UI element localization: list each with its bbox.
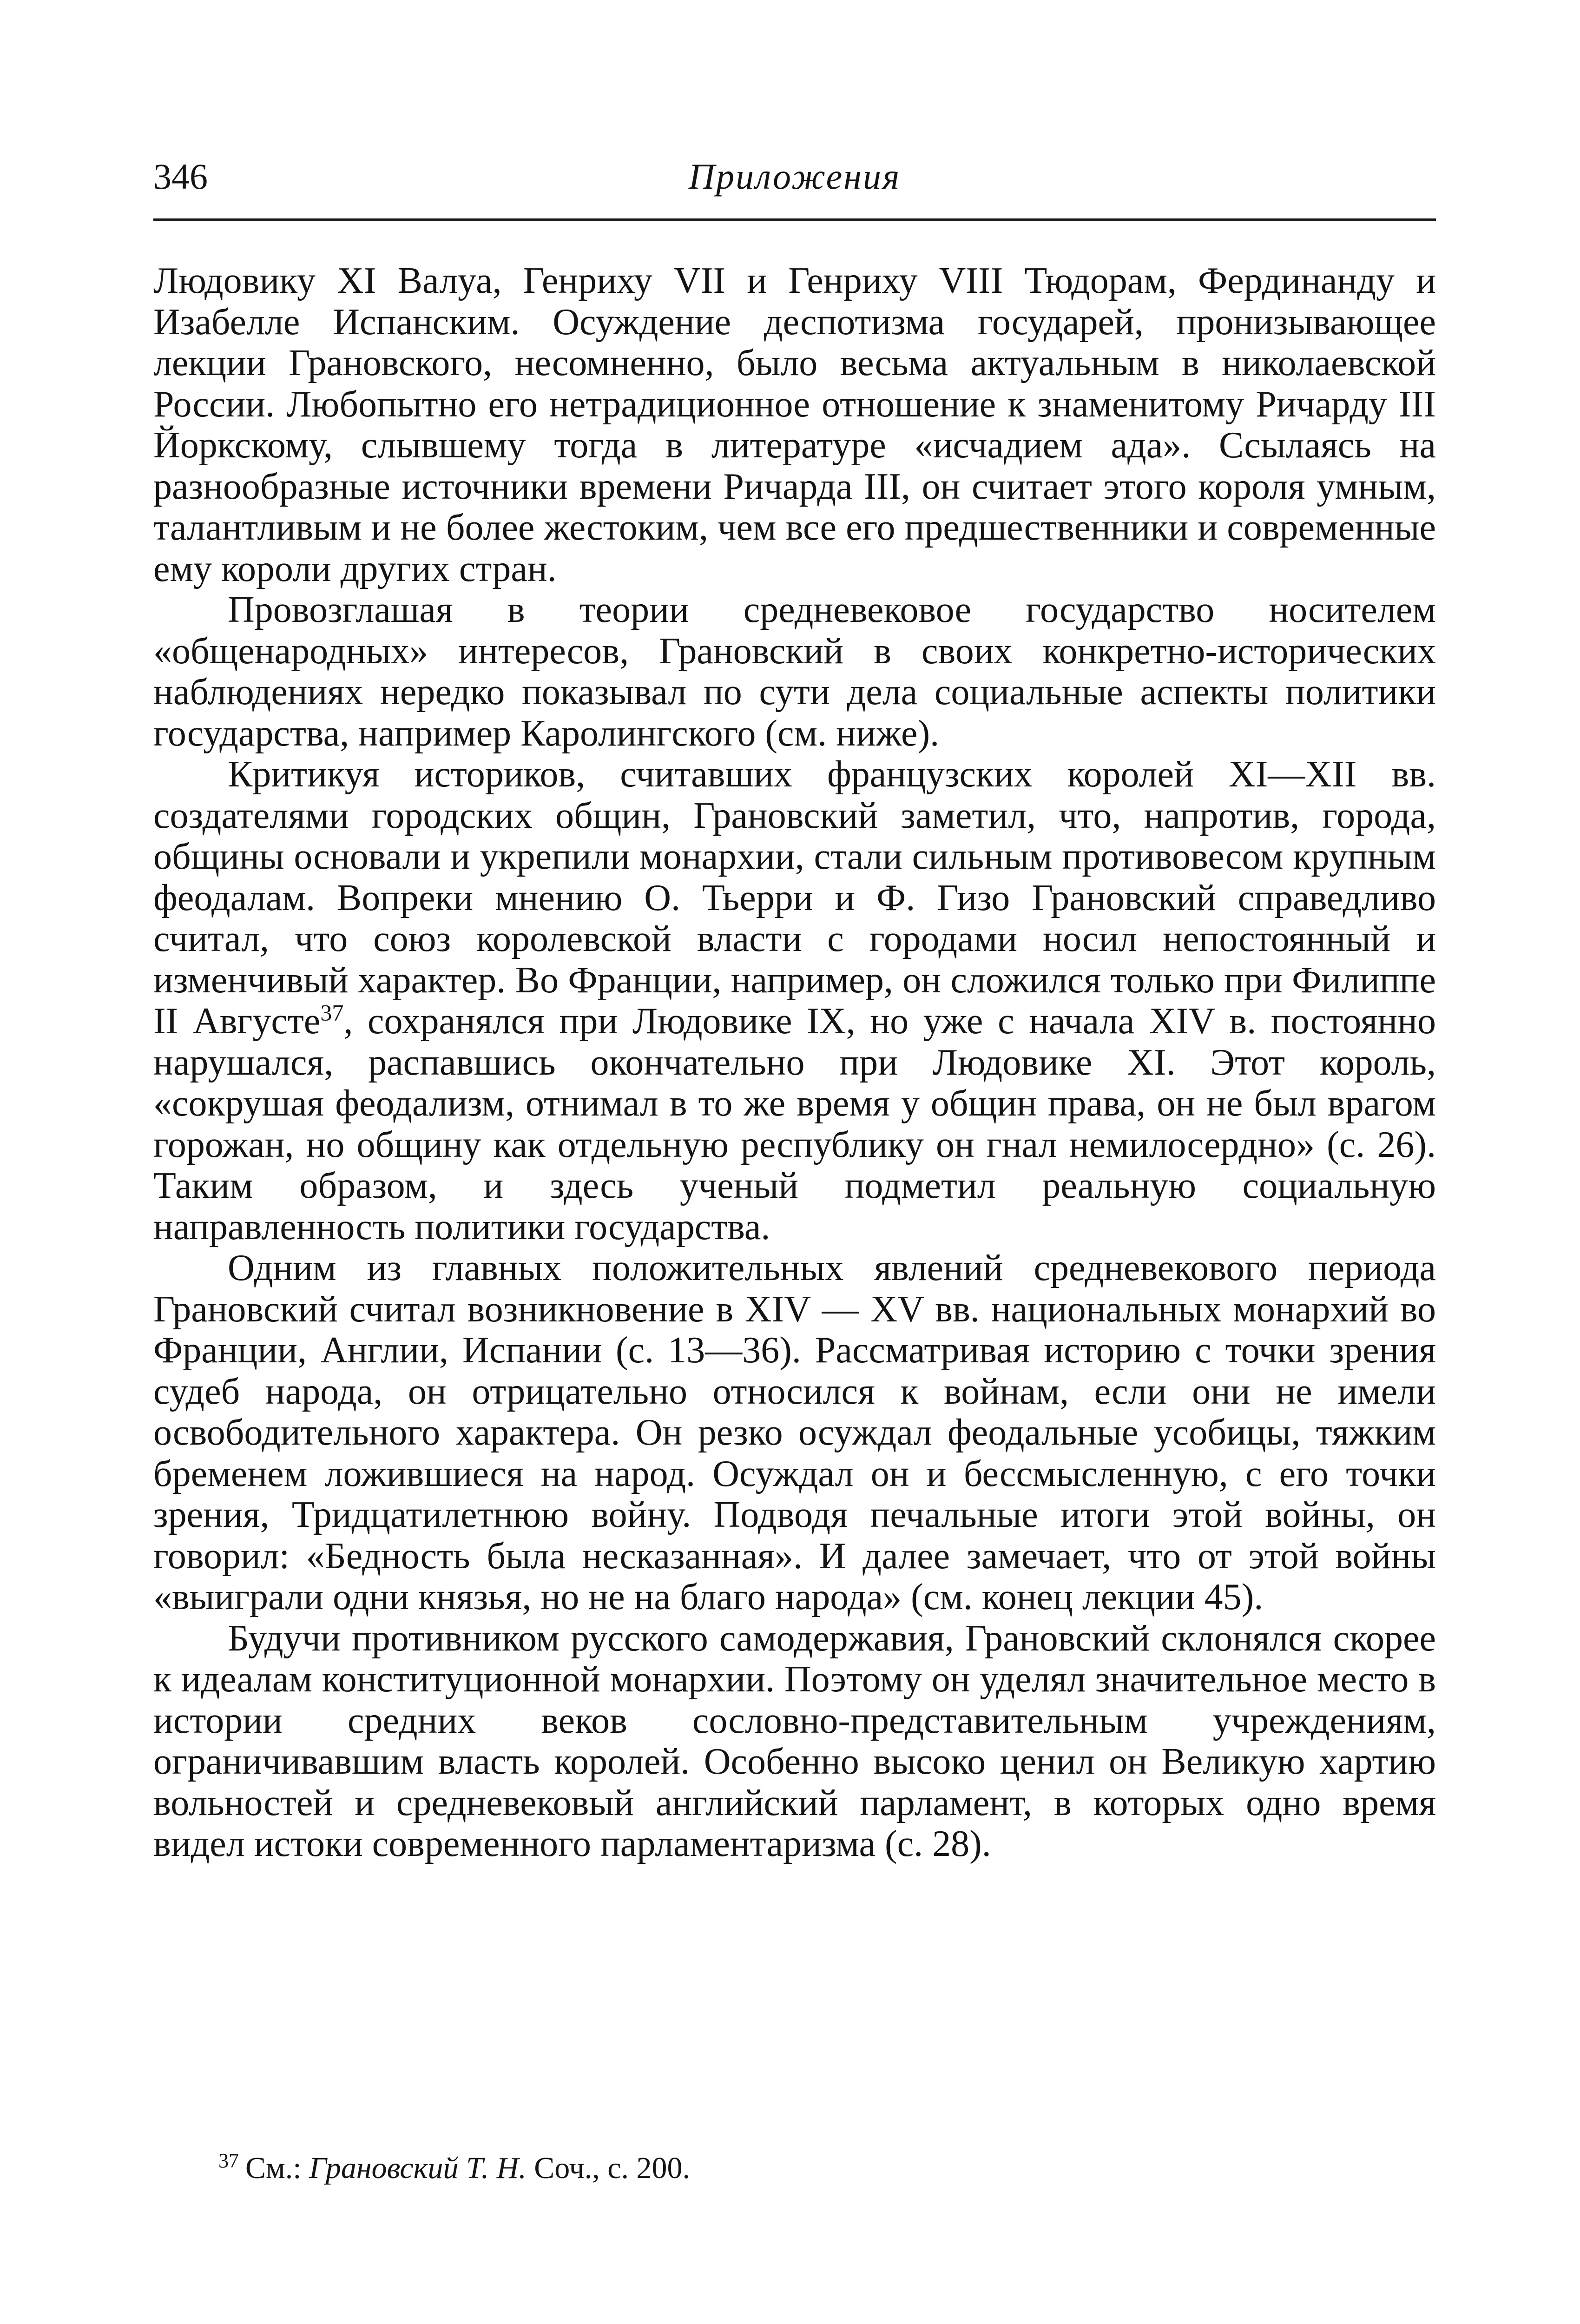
header-rule [153, 218, 1436, 221]
footnote-reference[interactable]: 37 [320, 999, 344, 1026]
footnote-prefix: См.: [245, 2151, 302, 2185]
running-head: Приложения [688, 156, 901, 197]
paragraph-3 [153, 754, 1436, 1248]
paragraph-3-text-after-ref: , сохранялся при Людовике IX, но уже с начала XIV в. постоянно нарушался, распавшись окончательно при Людовике XI. Этот король, «сокрушая феодализм, отнимал в то же время у общин права, он не был врагом горожан, но общину как отдельную республику он гнал немилосердно» (с. 26). Таким образом, и здесь ученый подметил реальную социальную направленность политики государства. [153, 1001, 1436, 1248]
footnote-mark: 37 [218, 2149, 239, 2172]
page-number: 346 [153, 156, 208, 197]
paragraph-1: Людовику XI Валуа, Генриху VII и Генриху VIII Тюдорам, Фердинанду и Изабелле Испанским. Осуждение деспотизма государей, пронизывающее лекции Грановского, несомненно, было весьма актуальным в николаевской России. Любопытно его нетрадиционное отношение к знаменитому Ричарду III Йоркскому, слывшему тогда в литературе «исчадием ада». Ссылаясь на разнообразные источники времени Ричарда III, он считает этого короля умным, талантливым и не более жестоким, чем все его предшественники и современные ему короли других стран. [153, 260, 1436, 589]
page-header [153, 153, 1436, 209]
footnote-source: Соч., с. 200. [534, 2151, 691, 2185]
footnote [218, 2147, 1427, 2189]
paragraph-5: Будучи противником русского самодержавия, Грановский склонялся скорее к идеалам конституционной монархии. Поэтому он уделял значительное место в истории средних веков сословно-представительным учреждениям, ограничивавшим власть королей. Особенно высоко ценил он Великую хартию вольностей и средневековый английский парламент, в которых одно время видел истоки современного парламентаризма (с. 28). [153, 1618, 1436, 1864]
paragraph-3-text-before-ref: Критикуя историков, считавших французских королей XI—XII вв. создателями городских общин, Грановский заметил, что, напротив, города, общины основали и укрепили монархии, стали сильным противовесом крупным феодалам. Вопреки мнению О. Тьерри и Ф. Гизо Грановский справедливо считал, что союз королевской власти с городами носил непостоянный и изменчивый характер. Во Франции, например, он сложился только при Филиппе II Августе [153, 754, 1436, 1042]
paragraph-4: Одним из главных положительных явлений средневекового периода Грановский считал возникновение в XIV — XV вв. национальных монархий во Франции, Англии, Испании (с. 13—36). Рассматривая историю с точки зрения судеб народа, он отрицательно относился к войнам, если они не имели освободительного характера. Он резко осуждал феодальные усобицы, тяжким бременем ложившиеся на народ. Осуждал он и бессмысленную, с его точки зрения, Тридцатилетнюю войну. Подводя печальные итоги этой войны, он говорил: «Бедность была несказанная». И далее замечает, что от этой войны «выиграли одни князья, но не на благо народа» (см. конец лекции 45). [153, 1248, 1436, 1618]
footnote-author: Грановский Т. Н. [309, 2151, 527, 2185]
body-text [153, 260, 1436, 1865]
paragraph-2: Провозглашая в теории средневековое государство носителем «общенародных» интересов, Грановский в своих конкретно-исторических наблюдениях нередко показывал по сути дела социальные аспекты политики государства, например Каролингского (см. ниже). [153, 589, 1436, 754]
